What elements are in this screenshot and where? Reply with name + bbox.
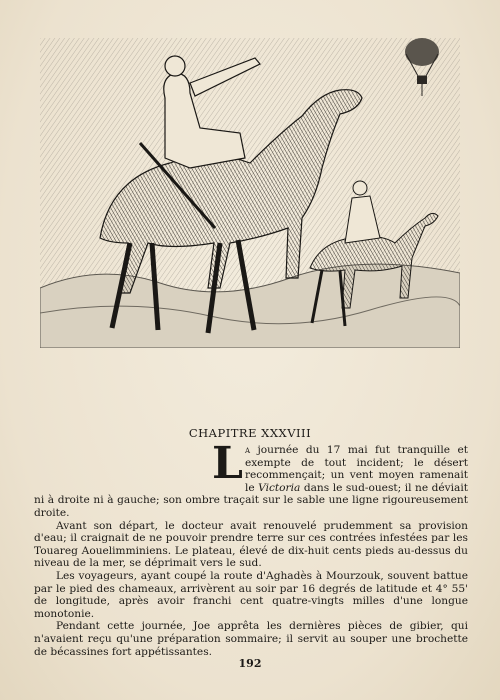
chapter-heading: CHAPITRE XXXVIII (188, 426, 312, 440)
paragraph-2: Avant son départ, le docteur avait renouvelé prudemment sa provision d'eau; il craignait de ne pouvoir prendre terre sur ces contrées infestées par les Touareg Aouelimminiens. Le plateau, élevé de dix-huit cents pieds au-dessus du niveau de la mer, se déprimait vers le sud. (34, 519, 468, 570)
paragraph-1 (34, 438, 468, 520)
page-number: 192 (238, 657, 262, 670)
paragraph-4: Pendant cette journée, Joe apprêta les dernières pièces de gibier, qui n'avaient reçu qu'une préparation sommaire; il servit au souper une brochette de bécassines fort appétissantes. (34, 620, 468, 658)
camel-riders-balloon-illustration (40, 38, 460, 348)
drop-cap: L (212, 438, 243, 489)
paragraph-1-text: journée du 17 mai fut tranquille et exempte de tout incident; le désert recommençait; un vent moyen ramenait le (244, 444, 468, 494)
ship-name: Victoria (258, 481, 301, 494)
body-text (34, 438, 468, 658)
paragraph-3: Les voyageurs, ayant coupé la route d'Aghadès à Mourzouk, souvent battue par le pied des chameaux, arrivèrent au soir par 16 degrés de latitude et 4° 55' de longitude, après avoir franchi cent quatre-vingts milles d'une longue monotonie. (34, 569, 468, 620)
paragraph-1-end: dans le sud-ouest; il ne déviait ni à droite ni à gauche; son ombre traçait sur le sable une ligne rigoureusement droite. (34, 481, 468, 519)
lead-letters: a (244, 444, 250, 456)
